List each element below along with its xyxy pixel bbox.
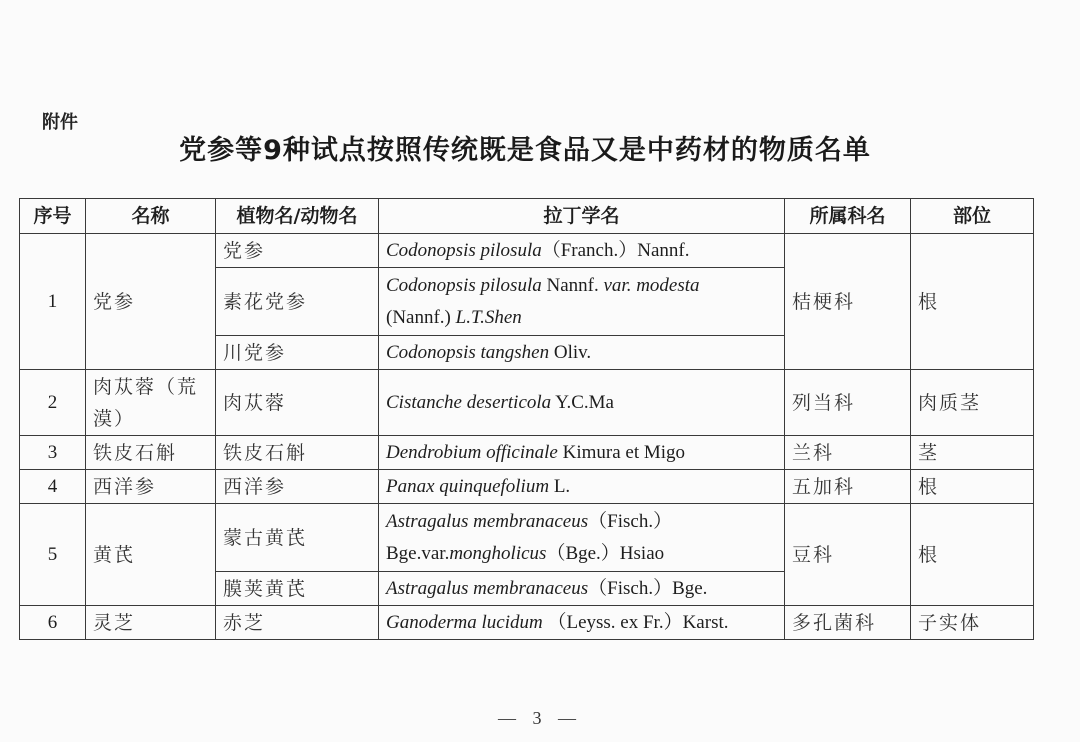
row-part: 根 [911,504,1034,606]
row-family: 兰科 [785,436,911,470]
row-plant: 赤芝 [216,606,379,640]
row-family: 豆科 [785,504,911,606]
row-plant: 铁皮石斛 [216,436,379,470]
document-title: 党参等9种试点按照传统既是食品又是中药材的物质名单 [179,135,871,166]
page-number: — 3 — [498,708,582,728]
attachment-label: 附件 [42,112,78,133]
row-part: 根 [911,234,1034,370]
header-no: 序号 [20,199,86,234]
row-plant: 川党参 [216,336,379,370]
row-latin: Codonopsis pilosula Nannf. var. modesta (Nannf.) L.T.Shen [379,268,785,336]
row-plant: 膜荚黄芪 [216,572,379,606]
header-latin-name: 拉丁学名 [379,199,785,234]
row-name: 党参 [86,234,216,370]
row-latin: Astragalus membranaceus（Fisch.）Bge. [379,572,785,606]
row-latin: Panax quinquefolium L. [379,470,785,504]
row-name: 铁皮石斛 [86,436,216,470]
row-part: 根 [911,470,1034,504]
table-row [20,470,1034,504]
table-header-row [20,199,1034,234]
row-family: 列当科 [785,370,911,436]
row-part: 茎 [911,436,1034,470]
table-row [20,370,1034,436]
row-no: 4 [20,470,86,504]
row-name: 灵芝 [86,606,216,640]
row-name: 西洋参 [86,470,216,504]
table-row [20,436,1034,470]
row-plant: 肉苁蓉 [216,370,379,436]
header-plant-animal-name: 植物名/动物名 [216,199,379,234]
row-no: 5 [20,504,86,606]
row-latin: Cistanche deserticola Y.C.Ma [379,370,785,436]
row-no: 2 [20,370,86,436]
row-plant: 党参 [216,234,379,268]
row-name: 肉苁蓉（荒漠） [86,370,216,436]
row-latin: Dendrobium officinale Kimura et Migo [379,436,785,470]
row-part: 子实体 [911,606,1034,640]
row-family: 桔梗科 [785,234,911,370]
header-name: 名称 [86,199,216,234]
table-row [20,606,1034,640]
row-plant: 西洋参 [216,470,379,504]
row-no: 6 [20,606,86,640]
row-family: 多孔菌科 [785,606,911,640]
table-row [20,504,1034,572]
row-part: 肉质茎 [911,370,1034,436]
row-no: 1 [20,234,86,370]
table-row [20,234,1034,268]
row-latin: Codonopsis pilosula（Franch.）Nannf. [379,234,785,268]
row-plant: 素花党参 [216,268,379,336]
row-no: 3 [20,436,86,470]
header-family: 所属科名 [785,199,911,234]
row-latin: Astragalus membranaceus（Fisch.） Bge.var.mongholicus（Bge.）Hsiao [379,504,785,572]
row-latin: Codonopsis tangshen Oliv. [379,336,785,370]
header-part: 部位 [911,199,1034,234]
substance-list-table [19,198,1034,640]
row-family: 五加科 [785,470,911,504]
row-plant: 蒙古黄芪 [216,504,379,572]
row-latin: Ganoderma lucidum （Leyss. ex Fr.）Karst. [379,606,785,640]
row-name: 黄芪 [86,504,216,606]
